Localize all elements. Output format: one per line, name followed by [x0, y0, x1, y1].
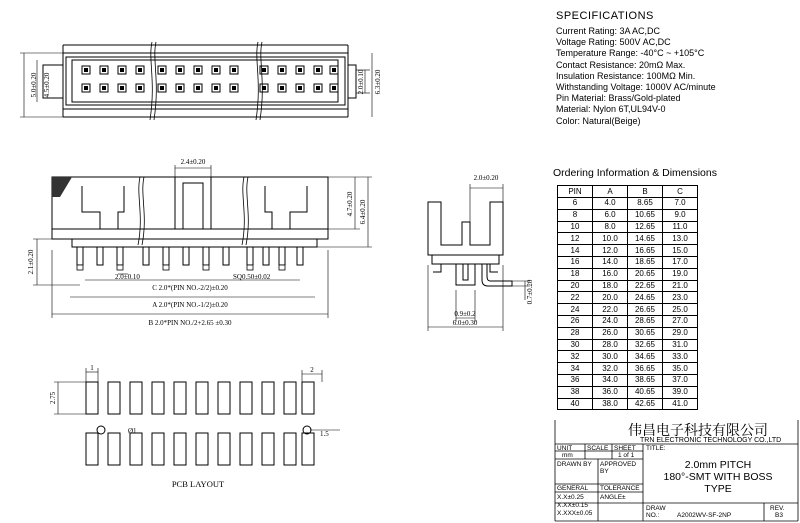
pcb-pad	[86, 382, 98, 414]
pcb-pad	[86, 433, 98, 465]
table-cell: 24.65	[628, 292, 663, 304]
pcb-pad	[240, 382, 252, 414]
spec-line: Current Rating: 3A AC,DC	[556, 26, 661, 36]
dim-top-right-outer: 6.3±0.20	[374, 69, 382, 95]
front-pin	[247, 247, 253, 265]
table-cell: 30.65	[628, 327, 663, 339]
table-cell: 28.65	[628, 315, 663, 327]
tolerance-2: X.XX±0.15	[557, 502, 589, 509]
front-pin	[263, 247, 269, 265]
table-cell: 36.65	[628, 363, 663, 375]
table-cell: 16	[558, 256, 593, 268]
pin-core	[102, 86, 106, 90]
table-cell: 22.0	[593, 304, 628, 316]
pcb-pad	[196, 382, 208, 414]
table-cell: 29.0	[663, 327, 698, 339]
table-cell: 34	[558, 363, 593, 375]
tolerance-3: X.XXX±0.05	[557, 510, 593, 517]
table-row	[558, 256, 698, 268]
table-cell: 10.65	[628, 209, 663, 221]
table-cell: 34.65	[628, 351, 663, 363]
table-cell: 14	[558, 245, 593, 257]
front-pin-tip	[163, 265, 169, 270]
table-cell: 8	[558, 209, 593, 221]
table-cell: 10	[558, 221, 593, 233]
table-cell: 24.0	[593, 315, 628, 327]
pcb-pad	[108, 382, 120, 414]
table-row	[558, 398, 698, 410]
dim-front-pin-width: SQ0.50±0.02	[233, 273, 271, 281]
top-view-pins	[82, 66, 338, 92]
dim-front-boss: 2.4±0.20	[180, 158, 206, 166]
spec-line: Withstanding Voltage: 1000V AC/minute	[556, 82, 716, 93]
pcb-dimension-lines	[54, 368, 340, 430]
table-row	[558, 233, 698, 245]
table-cell: 8.65	[628, 198, 663, 210]
table-cell: 20.0	[593, 292, 628, 304]
table-cell: 4.0	[593, 198, 628, 210]
table-cell: 40	[558, 398, 593, 410]
dim-pcb-pad-width: 1	[90, 364, 94, 372]
table-cell: 36.0	[593, 386, 628, 398]
table-cell: 7.0	[663, 198, 698, 210]
table-cell: 18	[558, 268, 593, 280]
table-row	[558, 363, 698, 375]
table-cell: 36	[558, 374, 593, 386]
dim-c: C 2.0*(PIN NO.-2/2)±0.20	[152, 284, 228, 292]
table-cell: 32.65	[628, 339, 663, 351]
table-cell: 25.0	[663, 304, 698, 316]
pin-core	[232, 68, 236, 72]
table-cell: 42.65	[628, 398, 663, 410]
pcb-pad	[196, 433, 208, 465]
front-pin	[279, 247, 285, 265]
top-view	[43, 42, 356, 120]
rev-value: B3	[775, 512, 783, 519]
pin-core	[178, 86, 182, 90]
table-cell: 26.65	[628, 304, 663, 316]
table-cell: 20.65	[628, 268, 663, 280]
dim-top-left-inner: 4.5±0.20	[43, 72, 51, 98]
pcb-pads	[86, 382, 314, 465]
table-row	[558, 221, 698, 233]
table-cell: 33.0	[663, 351, 698, 363]
table-row	[558, 209, 698, 221]
table-cell: 38.0	[593, 398, 628, 410]
table-cell: 12	[558, 233, 593, 245]
table-cell: 14.65	[628, 233, 663, 245]
pin-core	[138, 86, 142, 90]
pcb-pad	[262, 433, 274, 465]
table-cell: 28	[558, 327, 593, 339]
pcb-pad	[108, 433, 120, 465]
table-cell: 35.0	[663, 363, 698, 375]
table-cell: 12.0	[593, 245, 628, 257]
dim-top-right-inner: 2.0±0.10	[357, 69, 365, 95]
pin-core	[298, 68, 302, 72]
table-cell: 28.0	[593, 339, 628, 351]
spec-line: Material: Nylon 6T,UL94V-0	[556, 104, 666, 115]
drawing-title	[643, 459, 793, 495]
table-row	[558, 280, 698, 292]
dim-side-foot: 0.7±0.20	[526, 279, 534, 305]
front-view	[52, 177, 328, 247]
table-cell: 18.65	[628, 256, 663, 268]
table-row	[558, 245, 698, 257]
table-cell: 10.0	[593, 233, 628, 245]
front-hatch	[52, 177, 72, 197]
company-name-cn: 伟昌电子科技有限公司	[628, 423, 768, 439]
spec-line: Temperature Range: -40°C ~ +105°C	[556, 48, 705, 59]
company-name-en: TRN ELECTRONIC TECHNOLOGY CO.,LTD	[640, 437, 782, 444]
front-pin	[117, 247, 123, 265]
scale-label: SCALE	[587, 445, 609, 452]
table-row	[558, 351, 698, 363]
draw-no-label: DRAW NO.:	[646, 505, 666, 519]
pin-core	[316, 68, 320, 72]
table-cell: 20	[558, 280, 593, 292]
pin-core	[84, 86, 88, 90]
front-pin-tip	[117, 265, 123, 270]
pin-core	[262, 68, 266, 72]
front-pin	[297, 247, 303, 265]
spec-line: Pin Material: Brass/Gold-plated	[556, 93, 681, 104]
pcb-pad	[218, 433, 230, 465]
general-label: GENERAL	[557, 485, 589, 492]
table-cell: 22	[558, 292, 593, 304]
dim-b: B 2.0*PIN NO./2+2.65 ±0.30	[148, 319, 232, 327]
pcb-pad	[302, 382, 314, 414]
pin-core	[214, 86, 218, 90]
pin-core	[280, 68, 284, 72]
table-cell: 12.65	[628, 221, 663, 233]
pcb-pad	[174, 382, 186, 414]
table-cell: 27.0	[663, 315, 698, 327]
dim-front-pitch: 2.0±0.10	[115, 273, 140, 281]
pin-core	[120, 86, 124, 90]
ordering-body	[558, 198, 698, 410]
pin-core	[232, 86, 236, 90]
front-pin	[97, 247, 103, 265]
dim-side-boss: 0.9±0.2	[454, 310, 476, 318]
table-cell: 22.65	[628, 280, 663, 292]
table-cell: 32.0	[593, 363, 628, 375]
front-pin	[163, 247, 169, 265]
pin-core	[316, 86, 320, 90]
table-cell: 23.0	[663, 292, 698, 304]
pin-core	[196, 86, 200, 90]
side-dimension-lines	[428, 184, 530, 331]
table-cell: 30	[558, 339, 593, 351]
pcb-pad	[284, 382, 296, 414]
title-line: 180°-SMT WITH BOSS	[663, 471, 773, 483]
ordering-heading: Ordering Information & Dimensions	[553, 167, 717, 179]
table-cell: 16.0	[593, 268, 628, 280]
front-pin	[203, 247, 209, 265]
dim-side-top: 2.0±0.20	[473, 174, 499, 182]
table-row	[558, 198, 698, 210]
title-line: 2.0mm PITCH	[684, 459, 752, 471]
drawn-by: DRAWN BY	[557, 461, 592, 468]
table-cell: 40.65	[628, 386, 663, 398]
table-cell: 19.0	[663, 268, 698, 280]
ordering-header-row	[558, 186, 698, 198]
front-pin-tip	[77, 265, 83, 270]
pcb-pad	[152, 382, 164, 414]
table-cell: 41.0	[663, 398, 698, 410]
title-line: TYPE	[704, 483, 732, 495]
spec-line: Color: Natural(Beige)	[556, 115, 641, 126]
table-cell: 9.0	[663, 209, 698, 221]
table-cell: 26.0	[593, 327, 628, 339]
table-cell: 6.0	[593, 209, 628, 221]
dim-pcb-hole: Ø1	[128, 427, 137, 435]
pcb-pad	[218, 382, 230, 414]
dim-front-height-total: 6.4±0.20	[359, 199, 367, 225]
table-row	[558, 292, 698, 304]
unit-label: UNIT	[557, 445, 573, 452]
table-cell: 30.0	[593, 351, 628, 363]
table-row	[558, 374, 698, 386]
table-cell: 16.65	[628, 245, 663, 257]
specifications-list	[556, 26, 716, 127]
pin-core	[298, 86, 302, 90]
ordering-column-header: A	[593, 186, 628, 198]
table-cell: 39.0	[663, 386, 698, 398]
pin-core	[332, 86, 336, 90]
table-cell: 17.0	[663, 256, 698, 268]
pin-core	[262, 86, 266, 90]
table-cell: 18.0	[593, 280, 628, 292]
pin-core	[120, 68, 124, 72]
table-cell: 11.0	[663, 221, 698, 233]
spec-line: Voltage Rating: 500V AC,DC	[556, 37, 671, 48]
table-cell: 14.0	[593, 256, 628, 268]
table-row	[558, 327, 698, 339]
pin-core	[280, 86, 284, 90]
table-cell: 8.0	[593, 221, 628, 233]
dim-front-left-height: 2.1±0.20	[27, 249, 35, 275]
pcb-pad	[262, 382, 274, 414]
pin-core	[160, 86, 164, 90]
pcb-pad	[152, 433, 164, 465]
table-cell: 13.0	[663, 233, 698, 245]
pin-core	[178, 68, 182, 72]
draw-no: A2002WV-SF-2NP	[677, 512, 732, 519]
table-cell: 38.65	[628, 374, 663, 386]
pin-core	[160, 68, 164, 72]
sheet-label: SHEET	[614, 445, 636, 452]
pin-core	[138, 68, 142, 72]
pcb-pad	[130, 433, 142, 465]
front-pin-tip	[203, 265, 209, 270]
pin-core	[332, 68, 336, 72]
table-row	[558, 315, 698, 327]
table-row	[558, 268, 698, 280]
ordering-table	[557, 185, 698, 410]
dim-pcb-offset: 1.5	[320, 430, 329, 438]
table-cell: 26	[558, 315, 593, 327]
spec-line: Contact Resistance: 20mΩ Max.	[556, 59, 686, 70]
angle-label: ANGLE±	[600, 494, 626, 501]
table-cell: 6	[558, 198, 593, 210]
table-row	[558, 304, 698, 316]
table-cell: 32	[558, 351, 593, 363]
pcb-pad	[174, 433, 186, 465]
table-row	[558, 339, 698, 351]
dim-pcb-pitch: 2	[310, 366, 314, 374]
front-pin	[77, 247, 83, 265]
ordering-column-header: PIN	[558, 186, 593, 198]
table-cell: 24	[558, 304, 593, 316]
table-cell: 37.0	[663, 374, 698, 386]
rev-label: REV.	[770, 505, 785, 512]
pin-core	[84, 68, 88, 72]
front-pin-tip	[279, 265, 285, 270]
pin-core	[196, 68, 200, 72]
front-view-pins	[77, 247, 303, 270]
table-cell: 38	[558, 386, 593, 398]
ordering-column-header: B	[628, 186, 663, 198]
dim-pcb-pad-length: 2.75	[49, 391, 57, 405]
title-label: TITLE:	[646, 445, 666, 452]
pcb-pad	[240, 433, 252, 465]
pcb-pad	[284, 433, 296, 465]
dim-a: A 2.0*(PIN NO.-1/2)±0.20	[152, 301, 228, 309]
table-row	[558, 386, 698, 398]
dim-side-width: 6.0±0.30	[452, 319, 478, 327]
front-pin	[183, 247, 189, 265]
pcb-pad	[130, 382, 142, 414]
table-cell: 21.0	[663, 280, 698, 292]
tolerance-1: X.X±0.25	[557, 494, 584, 501]
table-cell: 15.0	[663, 245, 698, 257]
pin-core	[214, 68, 218, 72]
table-cell: 31.0	[663, 339, 698, 351]
pcb-layout-label: PCB LAYOUT	[171, 479, 225, 489]
dim-front-height-upper: 4.7±0.20	[346, 191, 354, 217]
dim-top-left-outer: 5.0±0.20	[30, 72, 38, 98]
unit-value: mm	[562, 452, 573, 459]
ordering-column-header: C	[663, 186, 698, 198]
tolerance-label: TOLERANCE	[600, 485, 640, 492]
table-cell: 34.0	[593, 374, 628, 386]
spec-line: Insulation Resistance: 100MΩ Min.	[556, 70, 696, 81]
front-pin-tip	[247, 265, 253, 270]
front-pin	[143, 247, 149, 265]
pin-core	[102, 68, 106, 72]
approved-by: APPROVED BY	[600, 461, 637, 475]
sheet-value: 1 of 1	[618, 452, 635, 459]
front-pin	[223, 247, 229, 265]
specifications-heading: SPECIFICATIONS	[556, 10, 654, 22]
pcb-pad	[302, 433, 314, 465]
